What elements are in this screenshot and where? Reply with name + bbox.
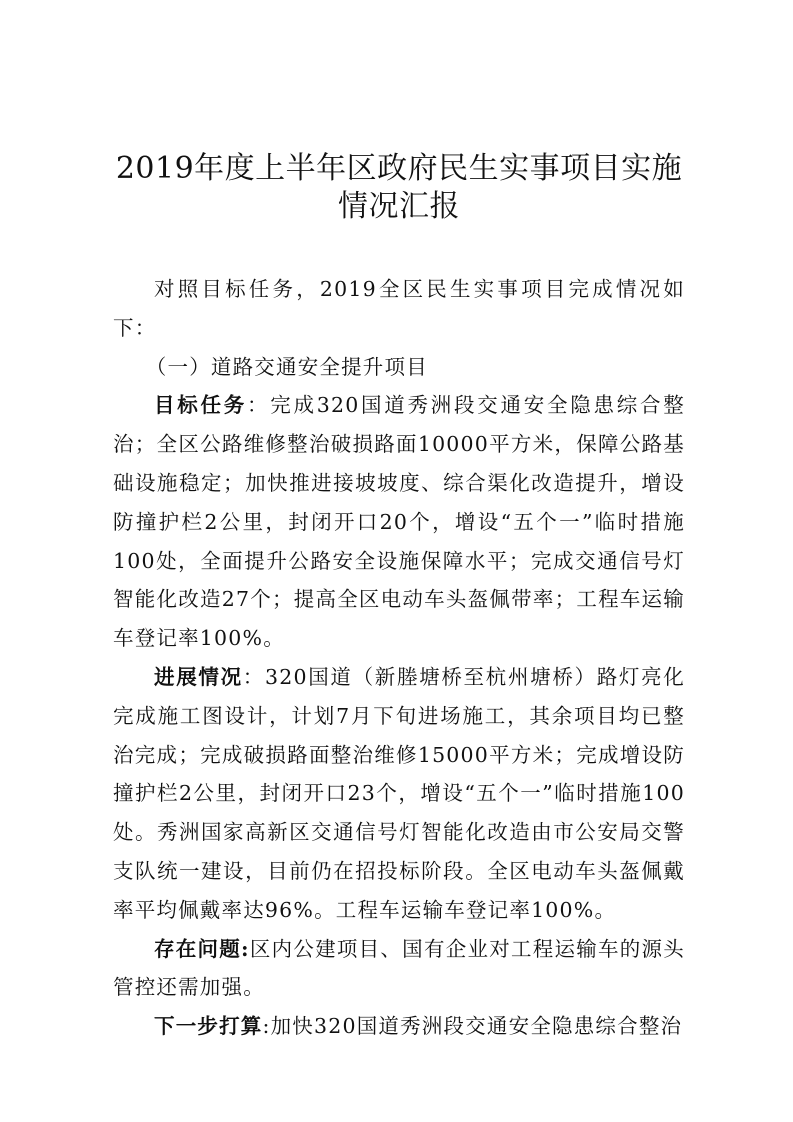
- paragraph-label: 进展情况: [154, 664, 243, 689]
- paragraph-text: ：完成320国道秀洲段交通安全隐患综合整治；全区公路维修整治破损路面10000平方米，保障公路基础设施稳定；加快推进接坡坡度、综合渠化改造提升，增设防撞护栏2公里，封闭开口20个，增设“五个一”临时措施100处，全面提升公路安全设施保障水平；完成交通信号灯智能化改造27个；提高全区电动车头盔佩带率；工程车运输车登记率100%。: [113, 393, 685, 651]
- paragraph-label: 存在问题:: [154, 936, 250, 961]
- document-title: 2019年度上半年区政府民生实事项目实施情况汇报: [115, 151, 683, 224]
- progress-paragraph: [113, 658, 685, 930]
- document-page: [113, 150, 685, 1046]
- intro-paragraph: 对照目标任务，2019全区民生实事项目完成情况如下：: [113, 277, 685, 340]
- target-tasks-paragraph: [113, 386, 685, 658]
- paragraph-label: 下一步打算: [154, 1014, 263, 1039]
- issues-paragraph: [113, 930, 685, 1008]
- paragraph-text: :加快320国道秀洲段交通安全隐患综合整治: [262, 1014, 683, 1039]
- section-heading: （一）道路交通安全提升项目: [145, 354, 428, 379]
- paragraph-text: 区内公建项目、国有企业对工程运输车的源头管控还需加强。: [113, 936, 685, 1000]
- next-steps-paragraph: [113, 1007, 685, 1046]
- paragraph-text: ：320国道（新塍塘桥至杭州塘桥）路灯亮化完成施工图设计，计划7月下旬进场施工，其余项目均已整治完成；完成破损路面整治维修15000平方米；完成增设防撞护栏2公里，封闭开口23个，增设“五个一”临时措施100处。秀洲国家高新区交通信号灯智能化改造由市公安局交警支队统一建设，目前仍在招投标阶段。全区电动车头盔佩戴率平均佩戴率达96%。工程车运输车登记率100%。: [113, 664, 685, 922]
- paragraph-label: 目标任务: [154, 393, 247, 418]
